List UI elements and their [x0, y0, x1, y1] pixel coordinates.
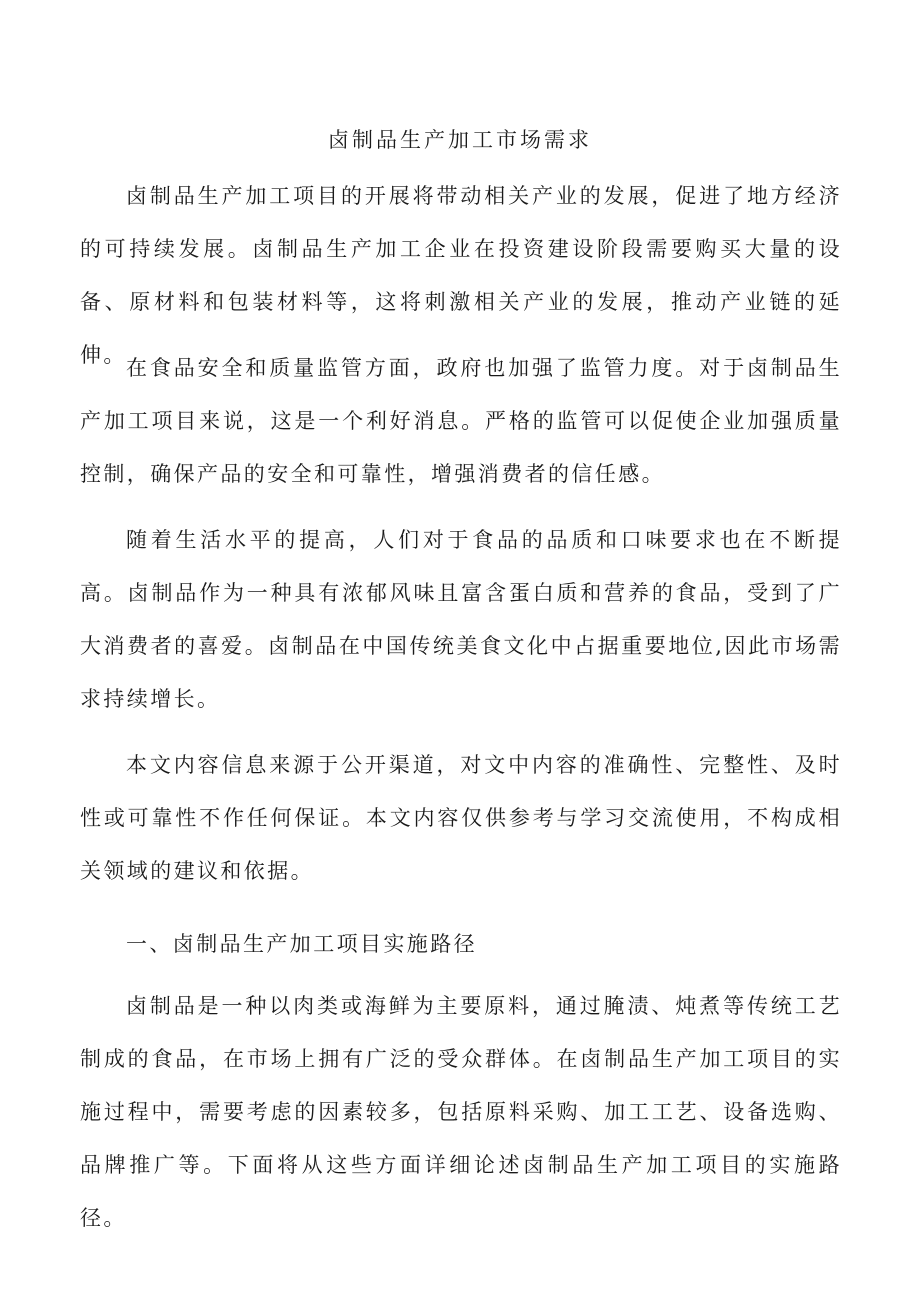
document-title: 卤制品生产加工市场需求	[328, 128, 592, 152]
section-heading: 一、卤制品生产加工项目实施路径	[126, 932, 477, 956]
paragraph-food-safety: 在食品安全和质量监管方面，政府也加强了监管力度。对于卤制品生产加工项目来说，这是一个利好消息。严格的监管可以促使企业加强质量控制，确保产品的安全和可靠性，增强消费者的信任感。	[80, 356, 842, 486]
paragraph-industry-development: 卤制品生产加工项目的开展将带动相关产业的发展，促进了地方经济的可持续发展。卤制品生产加工企业在投资建设阶段需要购买大量的设备、原材料和包装材料等，这将刺激相关产业的发展，推动产业链的延伸。	[80, 184, 842, 367]
paragraph-market-demand: 随着生活水平的提高，人们对于食品的品质和口味要求也在不断提高。卤制品作为一种具有浓郁风味且富含蛋白质和营养的食品，受到了广大消费者的喜爱。卤制品在中国传统美食文化中占据重要地位,因此市场需求持续增长。	[80, 528, 842, 711]
paragraph-implementation-intro: 卤制品是一种以肉类或海鲜为主要原料，通过腌渍、炖煮等传统工艺制成的食品，在市场上拥有广泛的受众群体。在卤制品生产加工项目的实施过程中，需要考虑的因素较多，包括原料采购、加工工艺、设备选购、品牌推广等。下面将从这些方面详细论述卤制品生产加工项目的实施路径。	[80, 994, 842, 1230]
paragraph-disclaimer: 本文内容信息来源于公开渠道，对文中内容的准确性、完整性、及时性或可靠性不作任何保证。本文内容仅供参考与学习交流使用，不构成相关领域的建议和依据。	[80, 753, 842, 883]
